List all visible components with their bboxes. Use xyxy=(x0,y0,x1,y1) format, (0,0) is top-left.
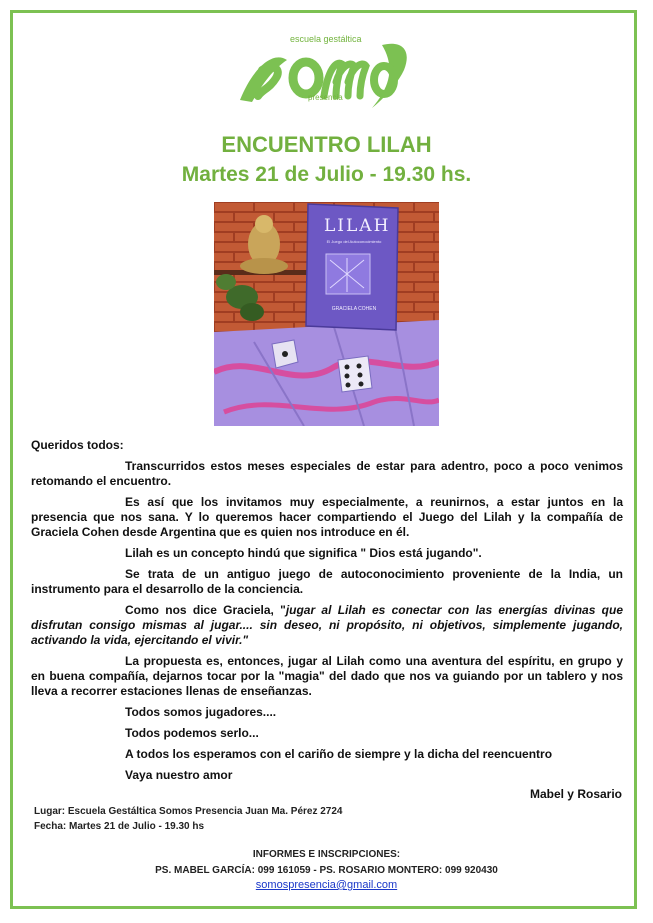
event-date: Martes 21 de Julio - 19.30 hs. xyxy=(181,163,472,186)
quote-lead: Como nos dice Graciela, " xyxy=(125,603,286,617)
event-title: ENCUENTRO LILAH xyxy=(221,132,432,157)
letter-greeting: Queridos todos: xyxy=(31,438,124,452)
letter-signature: Mabel y Rosario xyxy=(529,787,622,801)
book-cover-author: GRACIELA COHEN xyxy=(331,306,377,312)
letter-paragraph: Se trata de un antiguo juego de autoconocimiento proveniente de la India, un instrumento para el desarrollo de la conciencia. xyxy=(31,567,623,596)
letter-paragraph xyxy=(31,603,623,648)
invitation-letter xyxy=(31,438,623,802)
logo-tagline-bottom: presencia xyxy=(308,93,343,102)
contact-heading: INFORMES E INSCRIPCIONES: xyxy=(252,849,401,860)
letter-line: Todos somos jugadores.... xyxy=(125,705,277,719)
letter-line: A todos los esperamos con el cariño de siempre y la dicha del reencuentro xyxy=(125,747,553,761)
logo-tagline-top: escuela gestáltica xyxy=(290,34,362,44)
event-place: Lugar: Escuela Gestáltica Somos Presencia Juan Ma. Pérez 2724 xyxy=(34,806,343,817)
letter-line: Todos podemos serlo... xyxy=(125,726,259,740)
letter-paragraph: Lilah es un concepto hindú que significa " Dios está jugando". xyxy=(125,546,482,560)
somos-logo xyxy=(232,30,422,112)
letter-paragraph: Es así que los invitamos muy especialmente, a reunirnos, a estar juntos en la presencia que nos sana. Y lo queremos hacer compartiendo el Juego del Lilah y la compañía de Graciela Cohen desde Argentina que es quien nos introduce en él. xyxy=(31,495,623,539)
contact-phones: PS. MABEL GARCÍA: 099 161059 - PS. ROSARIO MONTERO: 099 920430 xyxy=(155,865,498,876)
graciela-quote: jugar al Lilah es conectar con las energías divinas que disfrutan consigo mismas al jugar.... sin deseo, ni propósito, ni objetivos, simplemente jugando, activando la vida, ejercitando el vivir." xyxy=(31,603,623,647)
event-date-detail: Fecha: Martes 21 de Julio - 19.30 hs xyxy=(34,821,205,832)
event-photo xyxy=(214,202,439,426)
contact-email-link[interactable]: somospresencia@gmail.com xyxy=(255,879,398,891)
letter-paragraph: Transcurridos estos meses especiales de estar para adentro, poco a poco venimos retomando el encuentro. xyxy=(31,459,623,488)
book-cover-subtitle: El Juego del Autoconocimiento xyxy=(326,239,382,244)
book-cover-title: LILAH xyxy=(324,216,391,236)
letter-paragraph: La propuesta es, entonces, jugar al Lilah como una aventura del espíritu, en grupo y en buena compañía, dejarnos tocar por la "magia" del dado que nos va guiando por un tablero y nos lleva a recorrer estaciones llenas de enseñanzas. xyxy=(31,654,623,698)
letter-line: Vaya nuestro amor xyxy=(125,768,233,782)
